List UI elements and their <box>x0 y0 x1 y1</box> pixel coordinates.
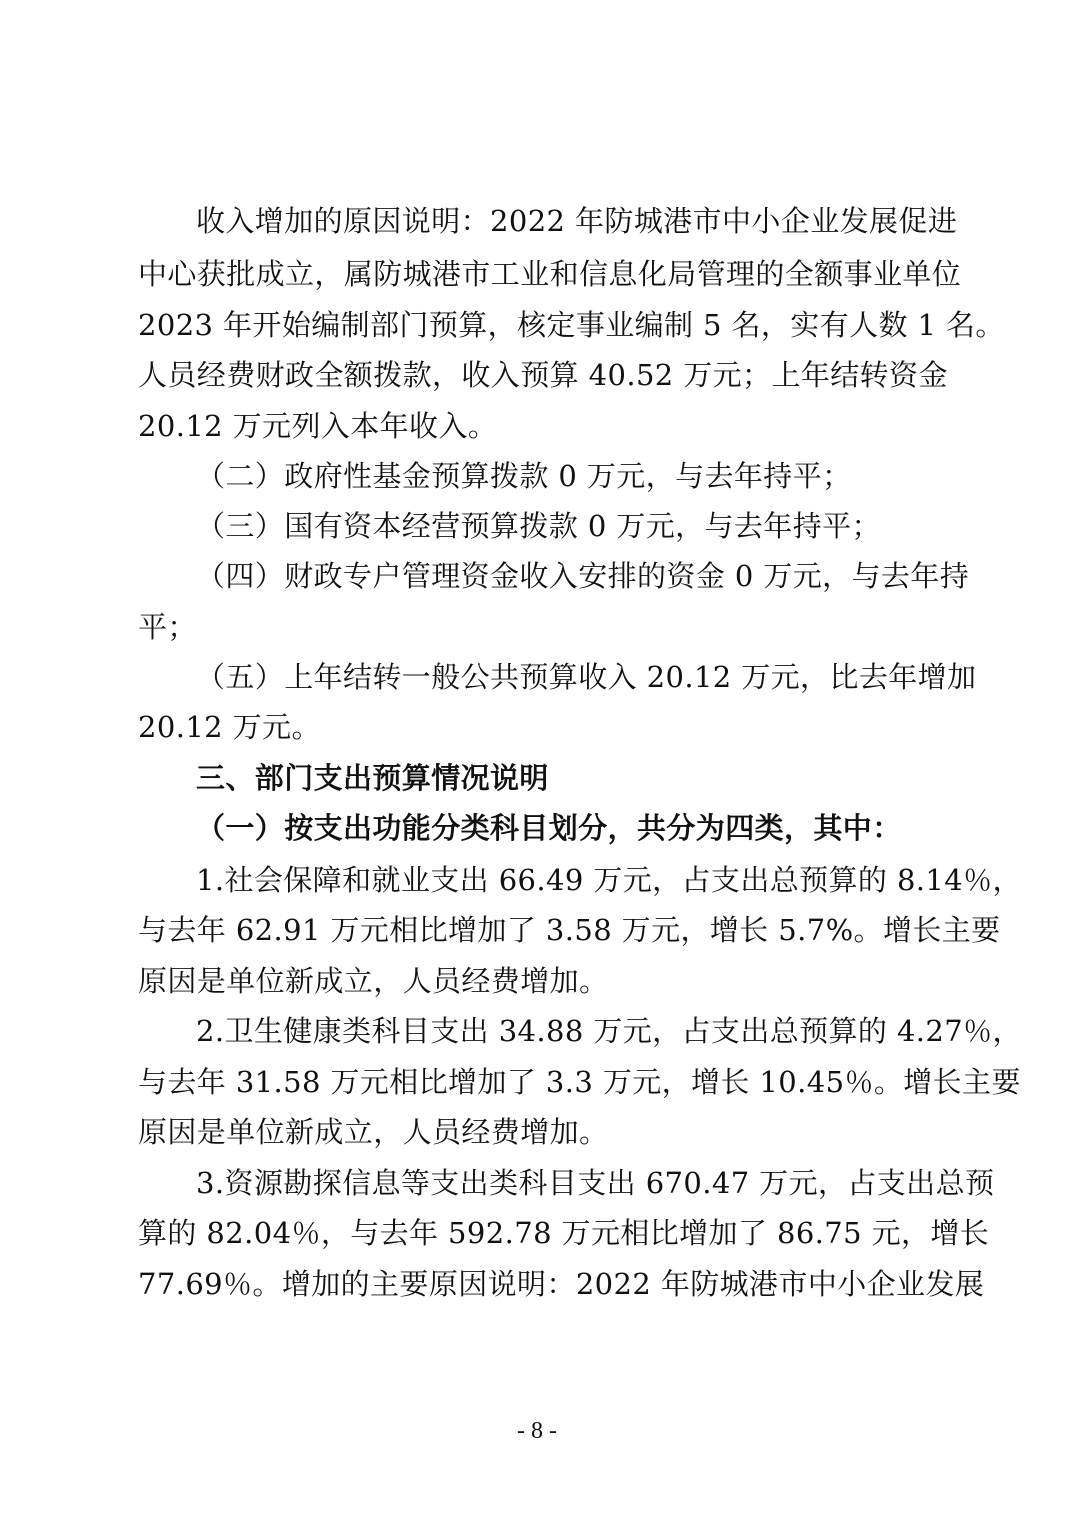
paragraph-line: 中心获批成立，属防城港市工业和信息化局管理的全额事业单位 <box>138 257 962 291</box>
list-item-line: （五）上年结转一般公共预算收入 20.12 万元，比去年增加 <box>196 660 977 694</box>
paragraph-line: 算的 82.04％，与去年 592.78 万元相比增加了 86.75 元，增长 <box>138 1216 990 1250</box>
paragraph-line: 与去年 62.91 万元相比增加了 3.58 万元，增长 5.7%。增长主要 <box>138 913 1001 947</box>
subsection-heading: （一）按支出功能分类科目划分，共分为四类，其中： <box>196 811 902 845</box>
list-item-line: （二）政府性基金预算拨款 0 万元，与去年持平； <box>196 459 852 493</box>
paragraph-line: 20.12 万元列入本年收入。 <box>138 409 498 443</box>
paragraph-line: 1.社会保障和就业支出 66.49 万元，占支出总预算的 8.14％， <box>196 863 1022 897</box>
paragraph-line: 77.69％。增加的主要原因说明：2022 年防城港市中小企业发展 <box>138 1267 985 1301</box>
section-heading: 三、部门支出预算情况说明 <box>196 761 549 795</box>
paragraph-line: 原因是单位新成立，人员经费增加。 <box>138 964 609 998</box>
list-item-line: 20.12 万元。 <box>138 710 321 744</box>
paragraph-line: 3.资源勘探信息等支出类科目支出 670.47 万元，占支出总预 <box>196 1166 995 1200</box>
list-item-line: （四）财政专户管理资金收入安排的资金 0 万元，与去年持 <box>196 559 970 593</box>
list-item-line: 平； <box>138 610 197 644</box>
paragraph-line: 收入增加的原因说明：2022 年防城港市中小企业发展促进 <box>196 204 958 238</box>
page-number: - 8 - <box>517 1418 557 1444</box>
paragraph-line: 原因是单位新成立，人员经费增加。 <box>138 1115 609 1149</box>
paragraph-line: 2.卫生健康类科目支出 34.88 万元，占支出总预算的 4.27％， <box>196 1014 1022 1048</box>
list-item-line: （三）国有资本经营预算拨款 0 万元，与去年持平； <box>196 509 881 543</box>
paragraph-line: 2023 年开始编制部门预算，核定事业编制 5 名，实有人数 1 名。 <box>138 308 1005 342</box>
paragraph-line: 人员经费财政全额拨款，收入预算 40.52 万元；上年结转资金 <box>138 358 948 392</box>
paragraph-line: 与去年 31.58 万元相比增加了 3.3 万元，增长 10.45％。增长主要 <box>138 1065 1021 1099</box>
